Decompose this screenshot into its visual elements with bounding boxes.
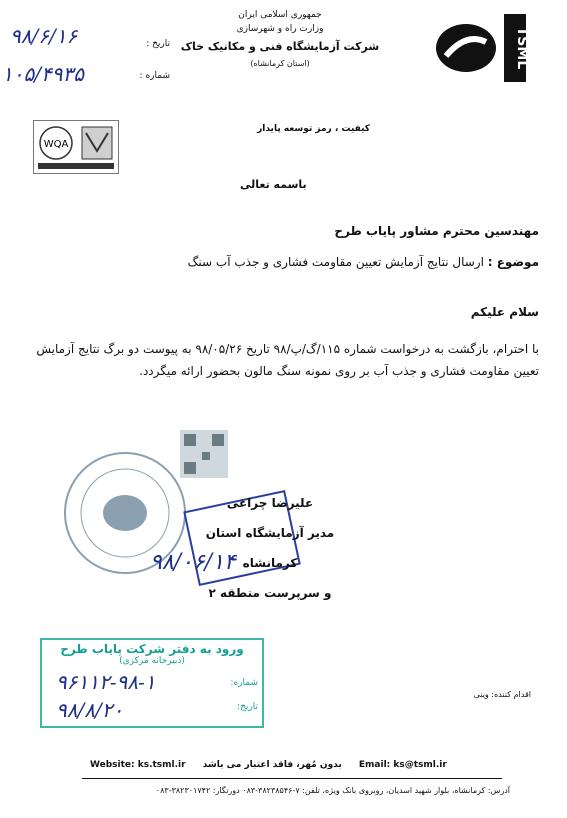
signer-name: علیرضا چراغی <box>226 496 314 510</box>
qr-code <box>180 430 228 478</box>
subject-line <box>188 255 539 269</box>
entry-number: ۹۶۱۱۲-۹۸-۱ <box>56 670 156 694</box>
certification-logos <box>33 120 119 174</box>
letter-meta <box>110 28 170 92</box>
entry-stamp <box>40 638 264 728</box>
footer-contact <box>90 760 447 770</box>
company-header <box>170 10 390 68</box>
greeting: سلام علیکم <box>470 305 539 319</box>
tsml-logo <box>432 12 528 84</box>
date-label: تاریخ : <box>146 39 170 49</box>
country-name: جمهوری اسلامی ایران <box>238 10 322 20</box>
subject-label: موضوع : <box>487 255 539 269</box>
entry-date: ۹۸/۸/۲۰ <box>56 698 124 722</box>
recipient: مهندسین محترم مشاور پایاب طرح <box>334 224 539 238</box>
signature-block <box>200 488 340 608</box>
province-name: (استان کرمانشاه) <box>250 59 310 68</box>
logo-text: TSML <box>514 26 530 70</box>
letter-body: با احترام، بازگشت به درخواست شماره ۱۱۵/گ/پ/۹۸ تاریخ ۹۸/۰۵/۲۶ به پیوست دو برگ نتایج آزمایش تعیین مقاومت فشاری و جذب آب بر روی نمونه سنگ مالون بحضور ارائه میگردد. <box>36 342 539 378</box>
handwritten-number: ۱۰۵/۴۹۳۵ <box>2 62 84 86</box>
number-label: شماره : <box>139 71 170 81</box>
signature-handwritten-date: ۹۸/۰۶/۱۴ <box>150 550 236 575</box>
cert-text: WQA <box>43 139 69 150</box>
footer-email[interactable]: Email: ks@tsml.ir <box>358 760 447 770</box>
signer-title-2: و سرپرست منطقه ۲ <box>208 586 332 600</box>
company-slogan: کیفیت ، رمز توسعه پایدار <box>257 124 370 134</box>
entry-stamp-subtitle: (دبیرخانه مرکزی) <box>119 656 185 666</box>
entry-stamp-title: ورود به دفتر شرکت پایاب طرح <box>60 642 244 656</box>
handwritten-date: ۹۸/۶/۱۶ <box>10 24 78 48</box>
entry-number-label: شماره: <box>230 678 258 688</box>
footer-website[interactable]: Website: ks.tsml.ir <box>90 760 186 770</box>
action-note: اقدام کننده: وینی <box>473 690 531 699</box>
signer-title: مدیر آزمایشگاه استان کرمانشاه <box>205 526 335 570</box>
footer-address: آدرس: کرمانشاه، بلوار شهید اسدیان، روبروی بانک ویژه، تلفن: ۷-۳۸۲۳۸۵۴۶-۰۸۳ دورنگار: ۳۸۲۳۰۱۷۴۲-۰۸۳ <box>155 786 510 795</box>
subject-text: ارسال نتایج آزمایش تعیین مقاومت فشاری و جذب آب سنگ <box>187 255 484 269</box>
company-name: شرکت آزمایشگاه فنی و مکانیک خاک <box>180 40 380 53</box>
bismillah: باسمه تعالی <box>240 178 307 191</box>
footer-validity: بدون مُهر، فاقد اعتبار می باشد <box>202 760 342 770</box>
ministry-name: وزارت راه و شهرسازی <box>236 24 324 34</box>
entry-date-label: تاریخ: <box>237 702 258 712</box>
footer-divider <box>82 778 502 779</box>
